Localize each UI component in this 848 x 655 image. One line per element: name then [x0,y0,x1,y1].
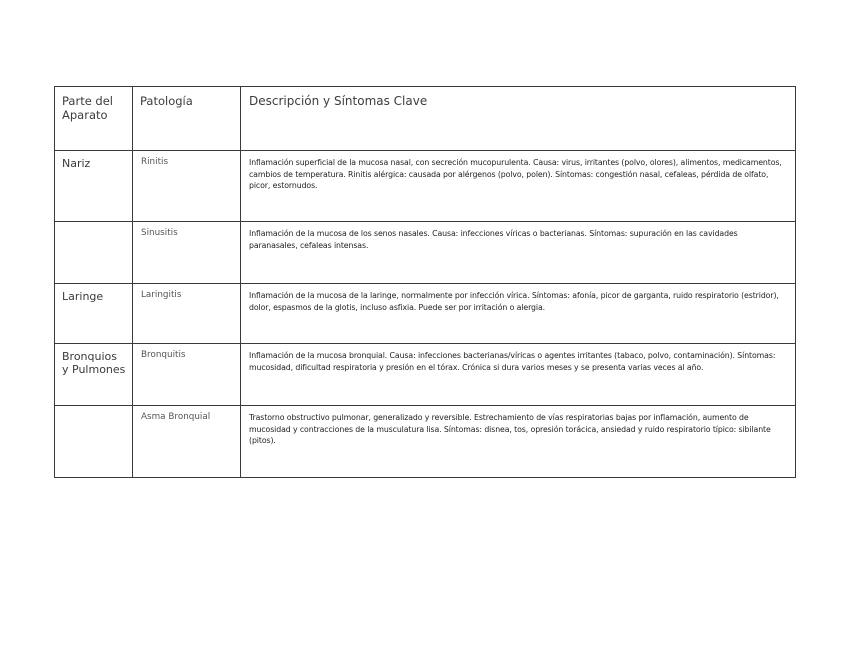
description-cell: Inflamación superficial de la mucosa nasal, con secreción mucopurulenta. Causa: virus, irritantes (polvo, olores), alimentos, medicamentos, cambios de temperatura. Rinitis alérgica: causada por alérgenos (polvo, polen). Síntomas: congestión nasal, cefaleas, pérdida de olfato, picor, estornudos. [241,151,796,222]
pathology-cell: Rinitis [133,151,241,222]
pathology-cell: Bronquitis [133,344,241,406]
part-cell: Laringe [55,284,133,344]
pathology-cell: Sinusitis [133,222,241,284]
header-part: Parte del Aparato [55,87,133,151]
description-cell: Inflamación de la mucosa bronquial. Causa: infecciones bacterianas/víricas o agentes irritantes (tabaco, polvo, contaminación). Síntomas: mucosidad, dificultad respiratoria y presión en el tórax. Crónica si dura varios meses y se presenta varias veces al año. [241,344,796,406]
table-row [55,284,796,344]
description-cell: Inflamación de la mucosa de la laringe, normalmente por infección vírica. Síntomas: afonía, picor de garganta, ruido respiratorio (estridor), dolor, espasmos de la glotis, incluso asfixia. Puede ser por irritación o alergia. [241,284,796,344]
table-row [55,406,796,478]
table-row [55,151,796,222]
table-row [55,344,796,406]
description-cell: Trastorno obstructivo pulmonar, generalizado y reversible. Estrechamiento de vías respiratorias bajas por inflamación, aumento de mucosidad y contracciones de la musculatura lisa. Síntomas: disnea, tos, opresión torácica, ansiedad y ruido respiratorio típico: sibilante (pitos). [241,406,796,478]
pathology-cell: Laringitis [133,284,241,344]
header-description: Descripción y Síntomas Clave [241,87,796,151]
table-row [55,222,796,284]
part-cell: Nariz [55,151,133,222]
respiratory-pathologies-table [54,86,796,478]
part-cell [55,406,133,478]
table-header-row [55,87,796,151]
part-cell [55,222,133,284]
pathology-cell: Asma Bronquial [133,406,241,478]
header-pathology: Patología [133,87,241,151]
part-cell: Bronquios y Pulmones [55,344,133,406]
description-cell: Inflamación de la mucosa de los senos nasales. Causa: infecciones víricas o bacterianas. Síntomas: supuración en las cavidades paranasales, cefaleas intensas. [241,222,796,284]
